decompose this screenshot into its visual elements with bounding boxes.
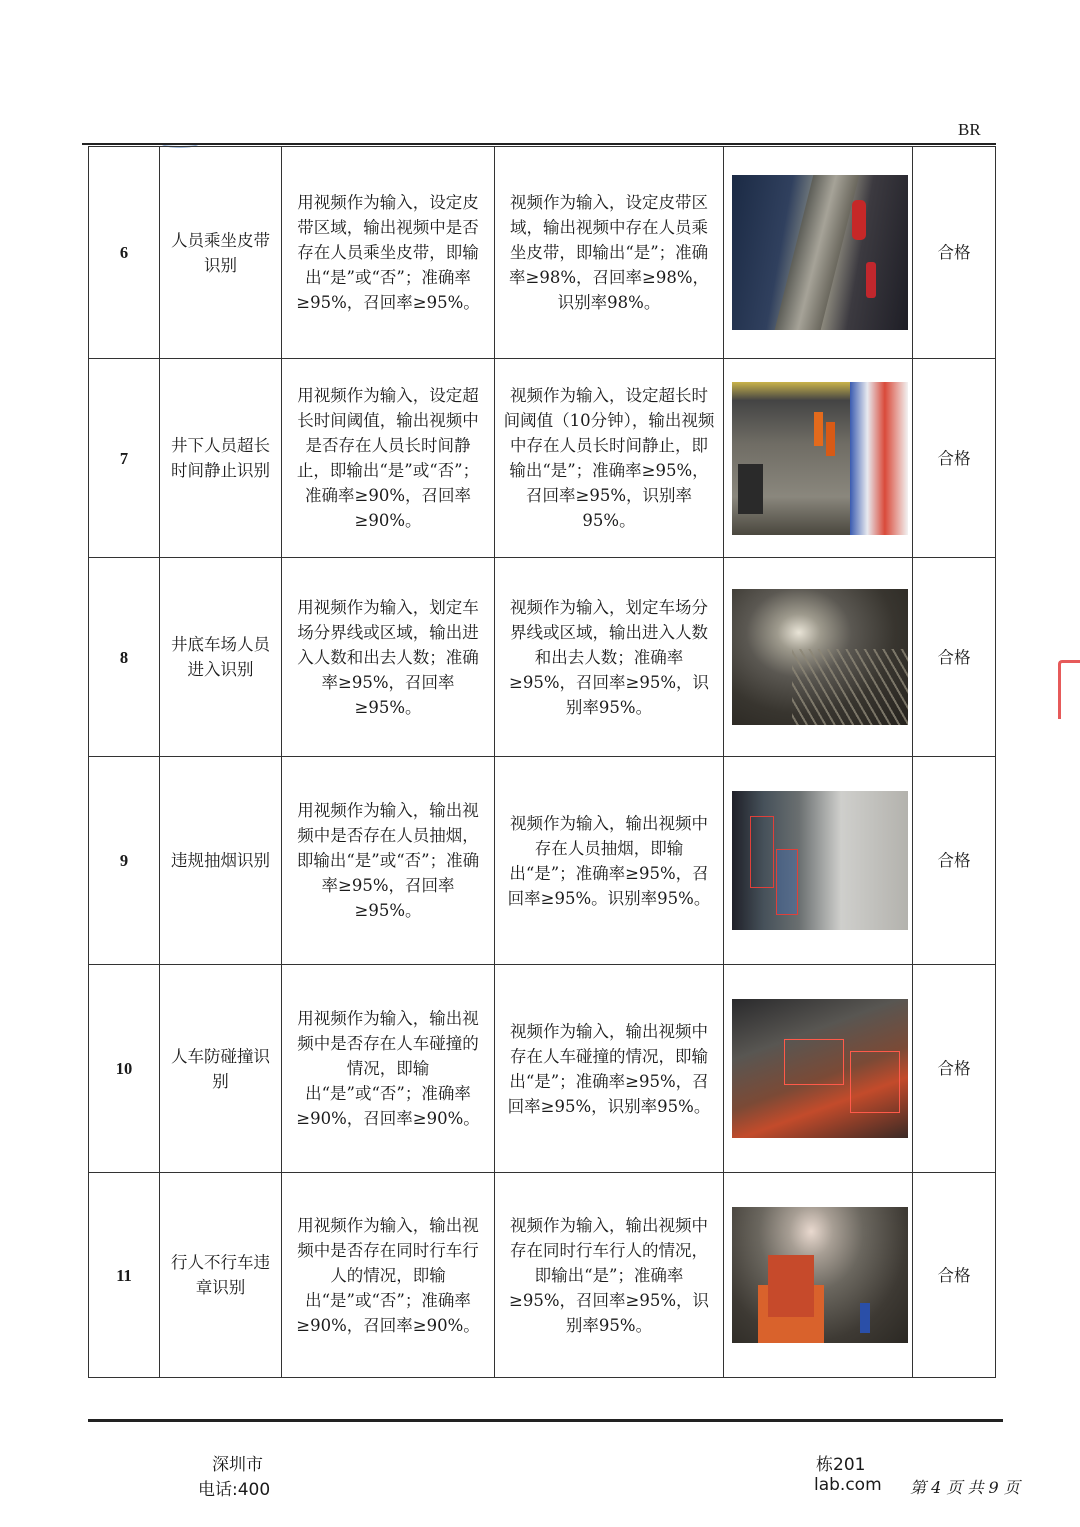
table-row — [89, 558, 996, 757]
shaft-yard-photo — [732, 589, 908, 725]
item-name: 行人不行车违章识别 — [160, 1173, 282, 1378]
belt-riding-photo — [732, 175, 908, 330]
row-number: 11 — [89, 1173, 160, 1378]
seal-stamp-fragment-lower — [1060, 805, 1080, 867]
requirement-text: 用视频作为输入，输出视频中是否存在人员抽烟，即输出“是”或“否”；准确率≥95%，召回率≥95%。 — [282, 757, 495, 965]
collision-detection-photo — [732, 999, 908, 1138]
verdict: 合格 — [913, 558, 996, 757]
footer-building: 栋201 — [816, 1455, 866, 1475]
item-name: 人车防碰撞识别 — [160, 965, 282, 1173]
requirement-text: 用视频作为输入，输出视频中是否存在人车碰撞的情况，即输出“是”或“否”；准确率≥90%，召回率≥90%。 — [282, 965, 495, 1173]
item-name: 井下人员超长时间静止识别 — [160, 359, 282, 558]
result-text: 视频作为输入，输出视频中存在同时行车行人的情况，即输出“是”；准确率≥95%，召回率≥95%，识别率95%。 — [495, 1173, 724, 1378]
header-rule — [82, 143, 996, 145]
item-name: 违规抽烟识别 — [160, 757, 282, 965]
verdict: 合格 — [913, 1173, 996, 1378]
stationary-person-photo — [732, 382, 908, 535]
page-number: 第 4 页 共 9 页 — [910, 1478, 1020, 1497]
smoking-detection-photo — [732, 791, 908, 930]
requirement-text: 用视频作为输入，设定皮带区域，输出视频中是否存在人员乘坐皮带，即输出“是”或“否”；准确率≥95%，召回率≥95%。 — [282, 147, 495, 359]
test-results-table — [88, 146, 996, 1378]
item-name: 井底车场人员进入识别 — [160, 558, 282, 757]
table-row — [89, 147, 996, 359]
footer-city: 深圳市 — [212, 1455, 263, 1475]
row-number: 6 — [89, 147, 160, 359]
result-text: 视频作为输入，输出视频中存在人员抽烟，即输出“是”；准确率≥95%，召回率≥95%。识别率95%。 — [495, 757, 724, 965]
result-text: 视频作为输入，划定车场分界线或区域，输出进入人数和出去人数；准确率≥95%，召回率≥95%，识别率95%。 — [495, 558, 724, 757]
result-text: 视频作为输入，设定皮带区域，输出视频中存在人员乘坐皮带，即输出“是”；准确率≥98%，召回率≥98%，识别率98%。 — [495, 147, 724, 359]
table-row — [89, 359, 996, 558]
verdict: 合格 — [913, 147, 996, 359]
verdict: 合格 — [913, 359, 996, 558]
table-row — [89, 965, 996, 1173]
table-row — [89, 757, 996, 965]
footer-rule — [88, 1419, 1003, 1422]
seal-stamp-fragment — [1058, 660, 1080, 719]
requirement-text: 用视频作为输入，划定车场分界线或区域，输出进入人数和出去人数；准确率≥95%，召回率≥95%。 — [282, 558, 495, 757]
verdict: 合格 — [913, 965, 996, 1173]
table-row — [89, 1173, 996, 1378]
row-number: 9 — [89, 757, 160, 965]
item-name: 人员乘坐皮带识别 — [160, 147, 282, 359]
row-number: 10 — [89, 965, 160, 1173]
requirement-text: 用视频作为输入，输出视频中是否存在同时行车行人的情况，即输出“是”或“否”；准确率≥90%，召回率≥90%。 — [282, 1173, 495, 1378]
header-mark: BR — [958, 120, 981, 139]
row-number: 8 — [89, 558, 160, 757]
row-number: 7 — [89, 359, 160, 558]
footer-phone: 电话:400 — [198, 1480, 271, 1500]
footer-website: lab.com — [814, 1475, 882, 1495]
result-text: 视频作为输入，输出视频中存在人车碰撞的情况，即输出“是”；准确率≥95%，召回率≥95%，识别率95%。 — [495, 965, 724, 1173]
requirement-text: 用视频作为输入，设定超长时间阈值，输出视频中是否存在人员长时间静止，即输出“是”或“否”；准确率≥90%，召回率≥90%。 — [282, 359, 495, 558]
pedestrian-vehicle-photo — [732, 1207, 908, 1343]
verdict: 合格 — [913, 757, 996, 965]
result-text: 视频作为输入，设定超长时间阈值（10分钟），输出视频中存在人员长时间静止，即输出“是”；准确率≥95%，召回率≥95%，识别率95%。 — [495, 359, 724, 558]
